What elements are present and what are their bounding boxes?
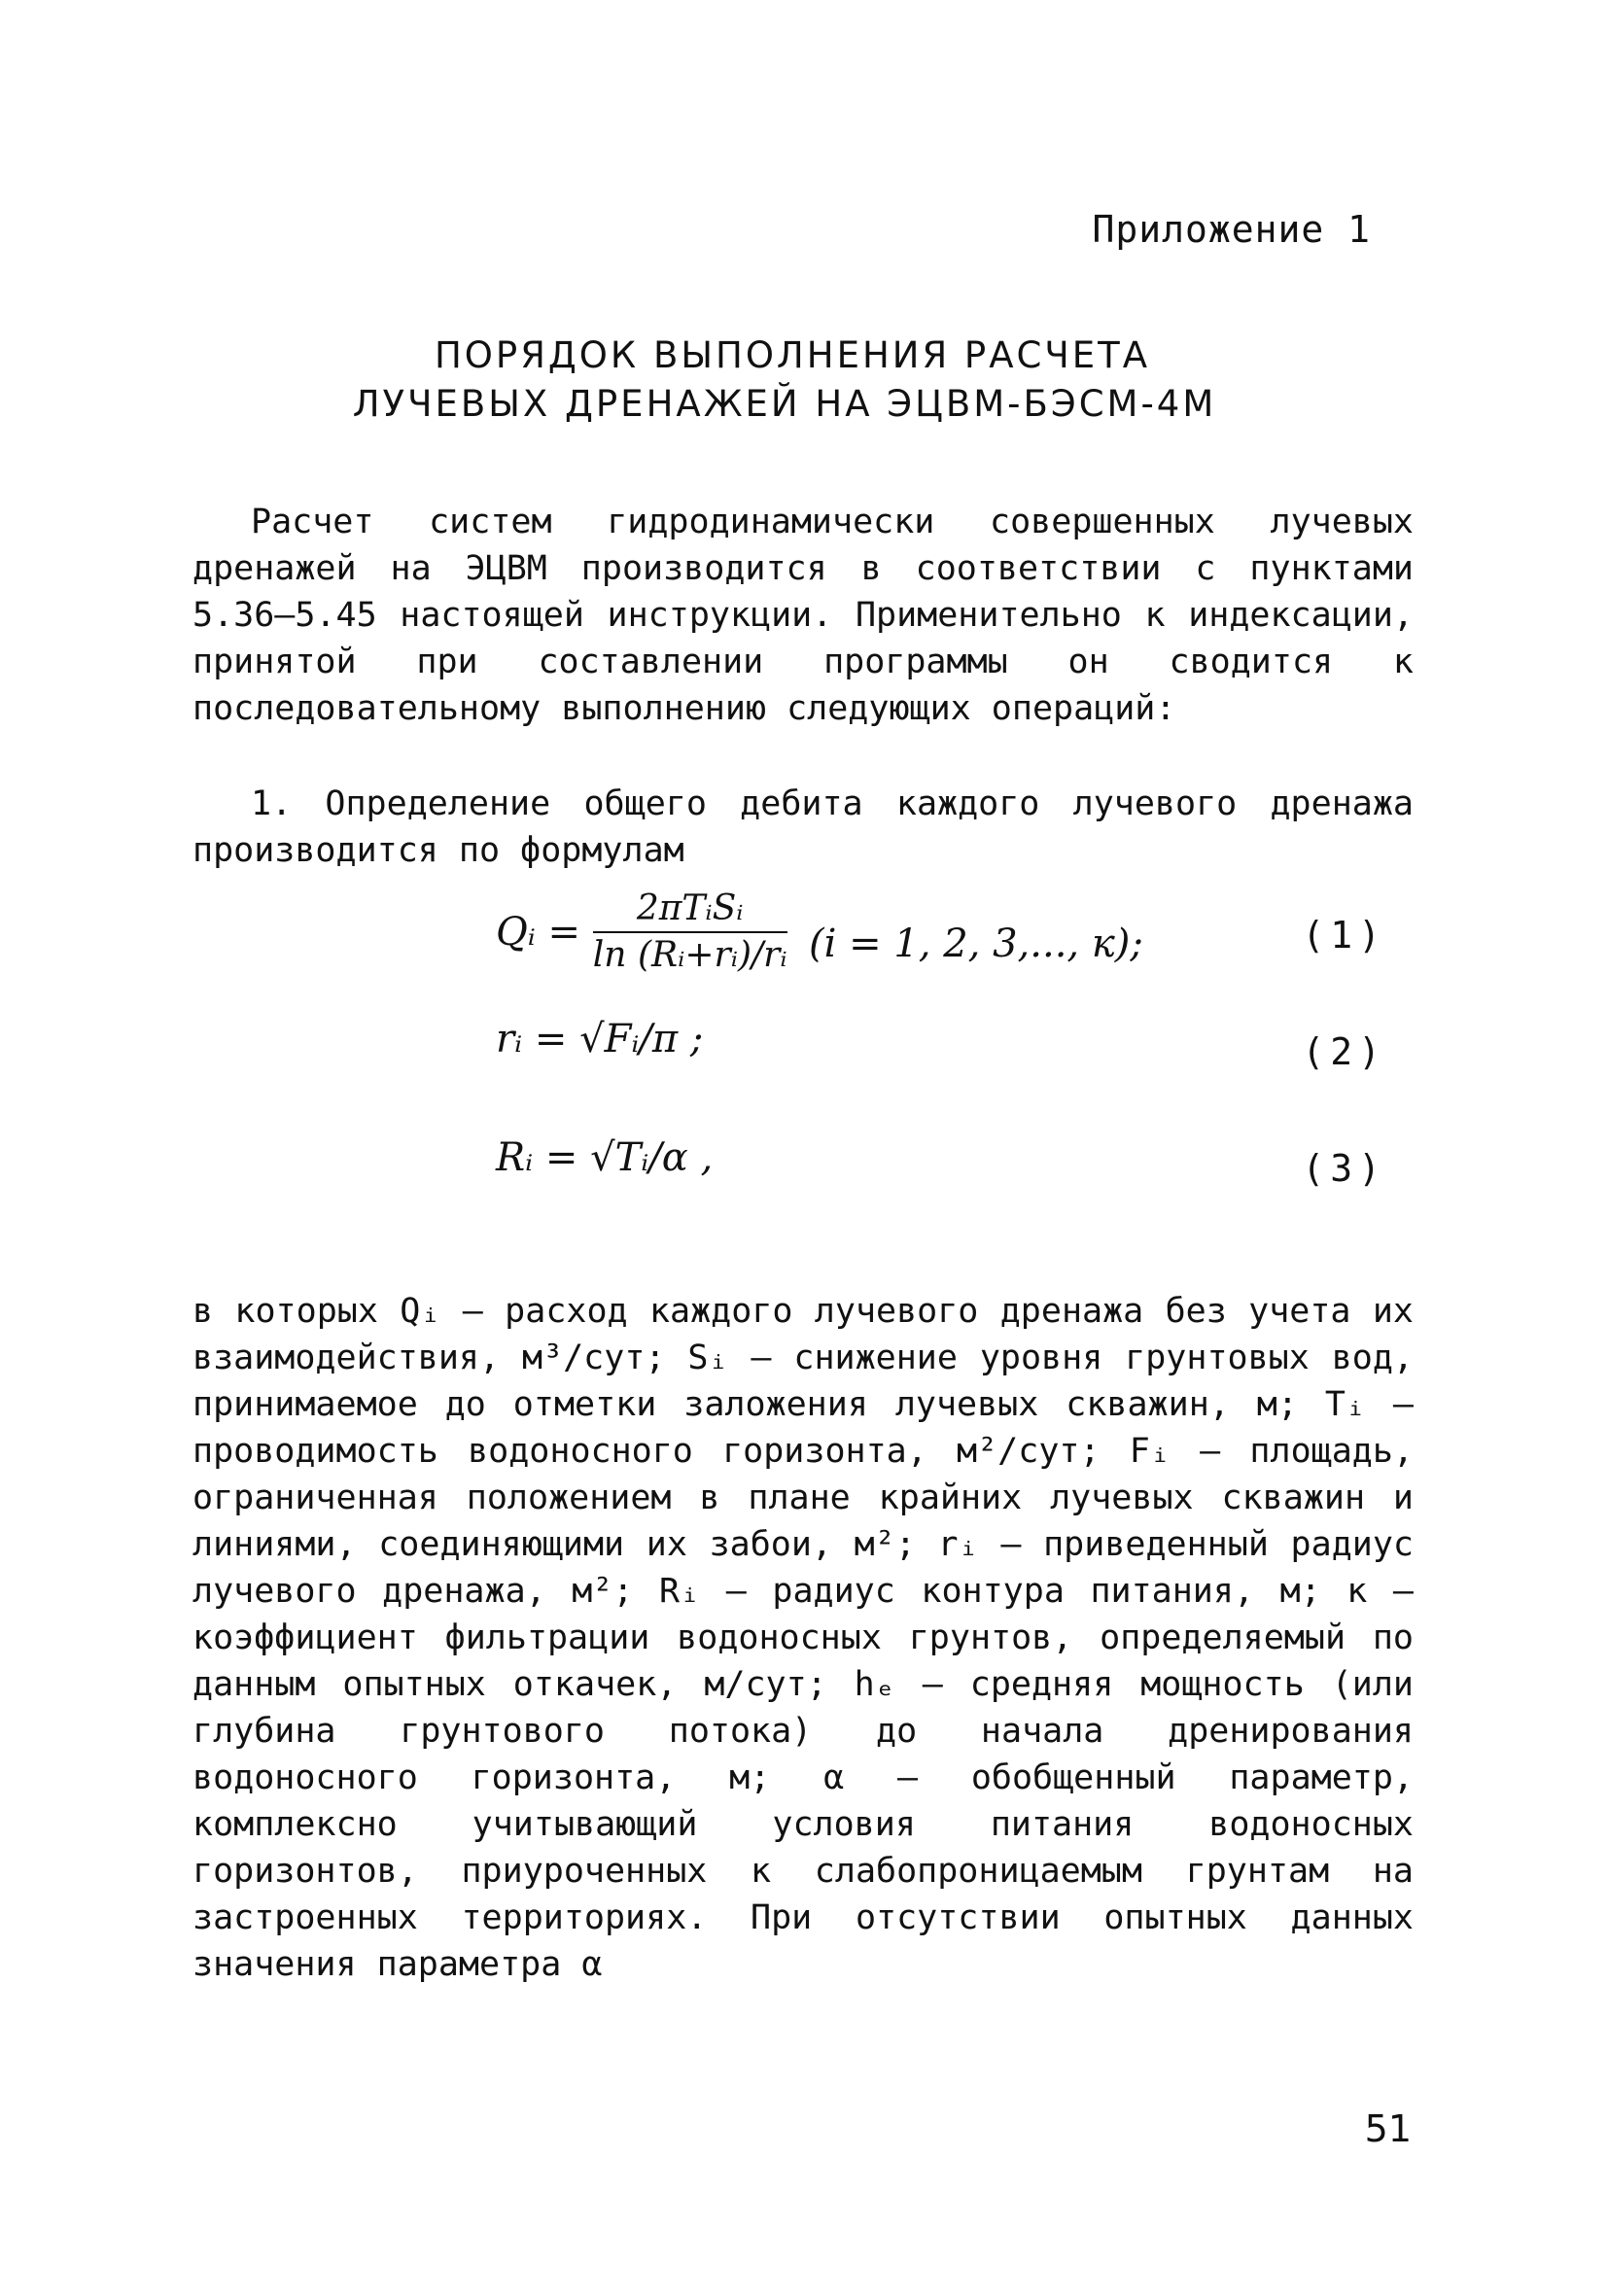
equation-number-3: (3)	[1302, 1147, 1386, 1190]
formula-1-lhs: Qᵢ =	[496, 910, 581, 955]
step-1-paragraph: 1. Определение общего дебита каждого лучевого дренажа производится по формулам	[192, 784, 1414, 870]
equation-number-2: (2)	[1302, 1030, 1386, 1073]
page-number: 51	[1364, 2107, 1412, 2150]
appendix-label: Приложение 1	[1092, 208, 1371, 251]
formula-1-numerator: 2πTᵢSᵢ	[593, 887, 787, 933]
variables-paragraph: в которых Qᵢ – расход каждого лучевого дренажа без учета их взаимодействия, м³/сут; Sᵢ – снижение уровня грунтовых вод, принимаемое до отметки заложения лучевых скважин, м; Tᵢ – проводимость водоносного горизонта, м²/сут; Fᵢ – площадь, ограниченная положением в плане крайних лучевых скважин и линиями, соединяющими их забои, м²; rᵢ – приведенный радиус лучевого дренажа, м²; Rᵢ – радиус контура питания, м; к – коэффициент фильтрации водоносных грунтов, определяемый по данным опытных откачек, м/сут; hₑ – средняя мощность (или глубина грунтового потока) до начала дренирования водоносного горизонта, м; α – обобщенный параметр, комплексно учитывающий условия питания водоносных горизонтов, приуроченных к слабопроницаемым грунтам на застроенных территориях. При отсутствии опытных данных значения параметра α	[192, 1292, 1414, 1984]
title-line-1: ПОРЯДОК ВЫПОЛНЕНИЯ РАСЧЕТА	[434, 334, 1151, 376]
formula-3: Rᵢ = √Tᵢ/α ,	[496, 1135, 714, 1180]
intro-paragraph: Расчет систем гидродинамически совершенных лучевых дренажей на ЭЦВМ производится в соответствии с пунктами 5.36–5.45 настоящей инструкции. Применительно к индексации, принятой при составлении программы он сводится к последовательному выполнению следующих операций:	[192, 503, 1414, 728]
title-line-2: ЛУЧЕВЫХ ДРЕНАЖЕЙ НА ЭЦВМ-БЭСМ-4М	[352, 383, 1217, 425]
formula-1-fraction	[593, 887, 787, 978]
formula-1-index-range: (i = 1, 2, 3,..., к);	[809, 922, 1143, 966]
equation-number-1: (1)	[1302, 914, 1386, 957]
formula-1	[496, 887, 1143, 978]
formula-2: rᵢ = √Fᵢ/π ;	[496, 1017, 704, 1061]
formula-1-denominator: ln (Rᵢ+rᵢ)/rᵢ	[592, 935, 787, 975]
